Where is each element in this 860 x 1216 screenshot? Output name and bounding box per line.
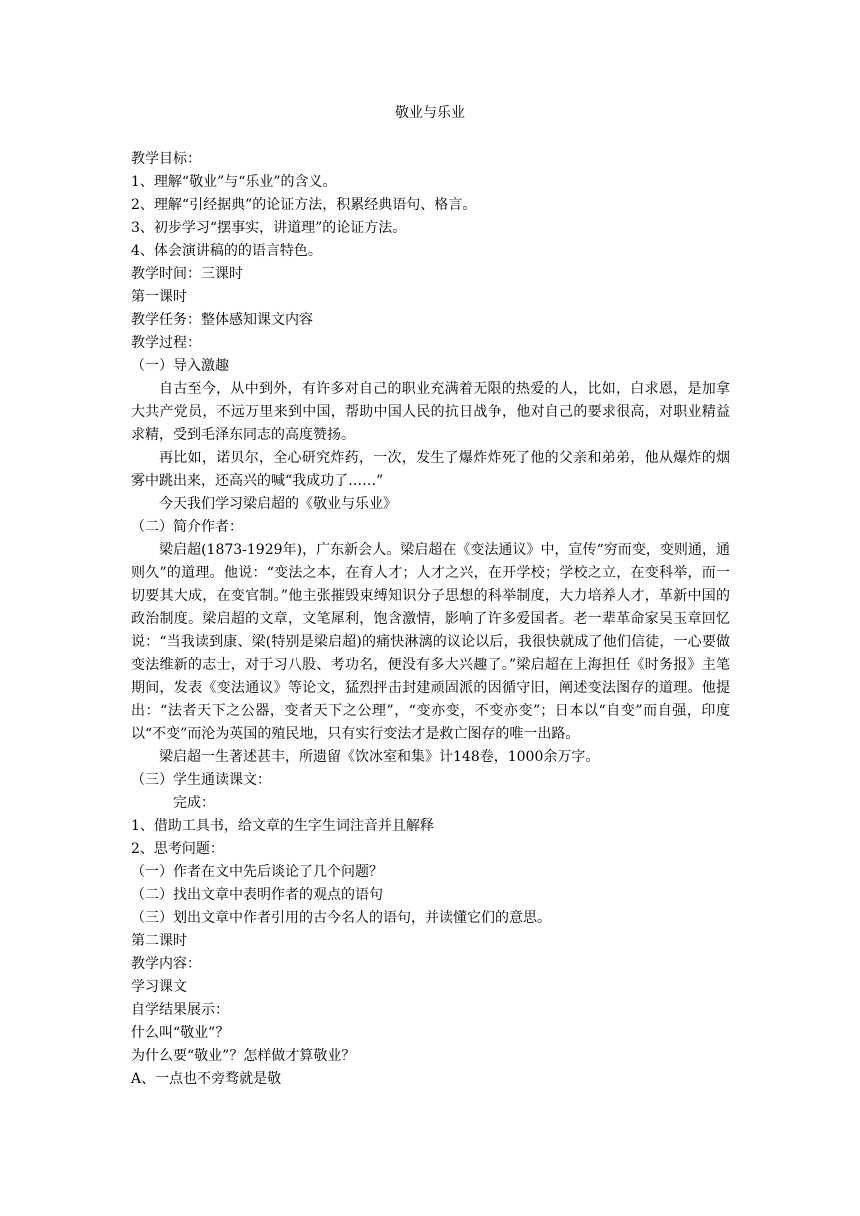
objective-item: 2、理解“引经据典”的论证方法，积累经典语句、格言。 (131, 197, 477, 213)
lesson2-results: 自学结果展示： (131, 1002, 229, 1018)
lesson2-question: 为什么要“敬业”？怎样做才算敬业？ (131, 1048, 356, 1064)
objective-item: 3、初步学习“摆事实，讲道理”的论证方法。 (131, 220, 407, 236)
section1-heading: （一）导入激趣 (131, 358, 229, 374)
objective-item: 1、理解“敬业”与“乐业”的含义。 (131, 174, 337, 190)
question-item: （一）作者在文中先后谈论了几个问题？ (131, 864, 383, 880)
lesson2-content-label: 教学内容： (131, 956, 201, 972)
intro-paragraph: 再比如，诺贝尔，全心研究炸药，一次，发生了爆炸炸死了他的父亲和弟弟，他从爆炸的烟雾中跳出来，还高兴的喊“我成功了……” (131, 450, 730, 489)
lesson2-heading: 第二课时 (131, 933, 187, 949)
document-body (131, 148, 730, 1091)
lesson1-heading: 第一课时 (131, 289, 187, 305)
task-item: 1、借助工具书，给文章的生字生词注音并且解释 (131, 818, 434, 834)
question-item: （三）划出文章中作者引用的古今名人的语句，并读懂它们的意思。 (131, 910, 551, 926)
intro-paragraph: 今天我们学习梁启超的《敬业与乐业》 (159, 496, 397, 512)
objective-item: 4、体会演讲稿的的语言特色。 (131, 243, 322, 259)
document-title: 敬业与乐业 (395, 105, 465, 121)
section2-heading: （二）简介作者： (131, 519, 243, 535)
lesson2-answer: A、一点也不旁骛就是敬 (131, 1071, 282, 1087)
objectives-heading: 教学目标： (131, 151, 201, 167)
author-paragraph: 梁启超(1873-1929年)，广东新会人。梁启超在《变法通议》中，宣传“穷而变，变则通，通则久”的道理。他说：“变法之本，在育人才；人才之兴，在开学校；学校之立，在变科举，而一切要其大成，在变官制。”他主张摧毁束缚知识分子思想的科举制度，大力培养人才，革新中国的政治制度。梁启超的文章，文笔犀利，饱含激情，影响了许多爱国者。老一辈革命家吴玉章回忆说：“当我读到康、梁(特别是梁启超)的痛快淋漓的议论以后，我很快就成了他们信徒，一心要做变法维新的志士，对于习八股、考功名，便没有多大兴趣了。”梁启超在上海担任《时务报》主笔期间，发表《变法通议》等论文，猛烈抨击封建顽固派的因循守旧，阐述变法图存的道理。他提出：“法者天下之公器，变者天下之公理”，“变亦变，不变亦变”；日本以“自变”而自强，印度以“不变”而沦为英国的殖民地，只有实行变法才是救亡图存的唯一出路。 (131, 542, 730, 742)
lesson1-process: 教学过程： (131, 335, 201, 351)
lesson2-question: 什么叫“敬业”？ (131, 1025, 230, 1041)
author-paragraph: 梁启超一生著述甚丰，所遗留《饮冰室和集》计148卷，1000余万字。 (159, 749, 600, 765)
task-item: 2、思考问题： (131, 841, 224, 857)
teaching-time: 教学时间：三课时 (131, 266, 243, 282)
lesson1-task: 教学任务：整体感知课文内容 (131, 312, 313, 328)
question-item: （二）找出文章中表明作者的观点的语句 (131, 887, 383, 903)
complete-label: 完成： (173, 795, 215, 811)
lesson2-content: 学习课文 (131, 979, 187, 995)
intro-paragraph: 自古至今，从中到外，有许多对自己的职业充满着无限的热爱的人，比如，白求恩，是加拿大共产党员，不远万里来到中国，帮助中国人民的抗日战争，他对自己的要求很高，对职业精益求精，受到毛泽东同志的高度赞扬。 (131, 381, 730, 443)
section3-heading: （三）学生通读课文： (131, 772, 271, 788)
